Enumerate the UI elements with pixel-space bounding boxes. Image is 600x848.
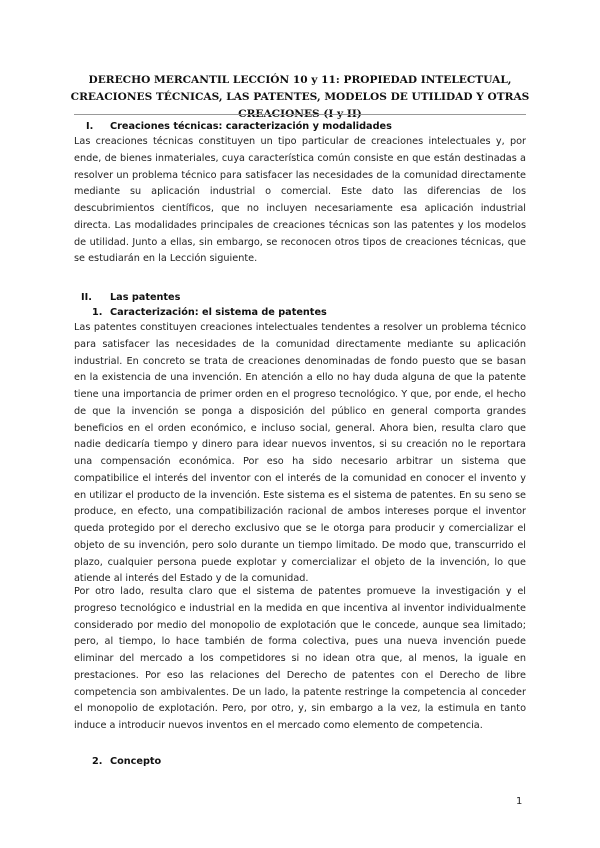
page-number: 1 [516, 796, 523, 807]
paragraph-patentes-1: Las patentes constituyen creaciones intelectuales tendentes a resolver un problema técnico para satisfacer las necesidades de la comunidad directamente mediante su aplicación industrial. En concreto se trata de creaciones denominadas de fondo puesto que se basan en la existencia de una invención. En atención a ello no hay duda alguna de que la patente tiene una importancia de primer orden en el progreso tecnológico. Y que, por ende, el hecho de que la invención se ponga a disposición del público en general comporta grandes beneficios en el orden económico, e incluso social, general. Ahora bien, resulta claro que nadie dedicaría tiempo y dinero para idear nuevos inventos, si su creación no le reportara una compensación económica. Por eso ha sido necesario arbitrar un sistema que compatibilice el interés del inventor con el interés de la comunidad en conocer el invento y en utilizar el producto de la invención. Este sistema es el sistema de patentes. En su seno se produce, en efecto, una compatibilización racional de ambos intereses porque el inventor queda protegido por el derecho exclusivo que se le otorga para producir y comercializar el objeto de su invención, pero solo durante un tiempo limitado. De modo que, transcurrido el plazo, cualquier persona puede explotar y comercializar el objeto de la invención, lo que atiende al interés del Estado y de la comunidad. [74, 322, 526, 585]
subsection-heading-1 [92, 305, 327, 321]
section-heading-ii [81, 290, 180, 306]
section-heading-i [86, 119, 392, 135]
subsection-heading-text: Concepto [110, 756, 162, 767]
section-heading-text: Las patentes [110, 292, 181, 303]
subsection-number: 1. [92, 307, 103, 318]
subsection-heading-2 [92, 754, 161, 770]
section-number: I. [86, 121, 94, 132]
paragraph-creaciones-tecnicas: Las creaciones técnicas constituyen un tipo particular de creaciones intelectuales y, por ende, de bienes inmateriales, cuya característica común consiste en que están destinadas a resolver un problema técnico para satisfacer las necesidades de la comunidad directamente mediante su aplicación industrial o comercial. Este dato las diferencias de los descubrimientos científicos, que no incluyen necesariamente esa aplicación industrial directa. Las modalidades principales de creaciones técnicas son las patentes y los modelos de utilidad. Junto a ellas, sin embargo, se reconocen otros tipos de creaciones técnicas, que se estudiarán en la Lección siguiente. [74, 136, 526, 265]
section-number: II. [81, 292, 92, 303]
title-divider [74, 114, 526, 115]
document-title: DERECHO MERCANTIL LECCIÓN 10 y 11: PROPIEDAD INTELECTUAL, CREACIONES TÉCNICAS, LAS PATENTES, MODELOS DE UTILIDAD Y OTRAS CREACIONES (I y II) [70, 74, 530, 120]
subsection-number: 2. [92, 756, 103, 767]
subsection-heading-text: Caracterización: el sistema de patentes [110, 307, 327, 318]
paragraph-patentes-2: Por otro lado, resulta claro que el sistema de patentes promueve la investigación y el progreso tecnológico e industrial en la medida en que incentiva al inventor individualmente considerado por medio del monopolio de explotación que le concede, aunque sea limitado; pero, al tiempo, lo hace también de forma colectiva, pues una nueva invención puede eliminar del mercado a los competidores si no idean otra que, al menos, la iguale en prestaciones. Por eso las relaciones del Derecho de patentes con el Derecho de libre competencia son ambivalentes. De un lado, la patente restringe la competencia al conceder el monopolio de explotación. Pero, por otro, y, sin embargo a la vez, la estimula en tanto induce a introducir nuevos inventos en el mercado como elemento de competencia. [74, 586, 526, 731]
section-heading-text: Creaciones técnicas: caracterización y modalidades [110, 121, 392, 132]
